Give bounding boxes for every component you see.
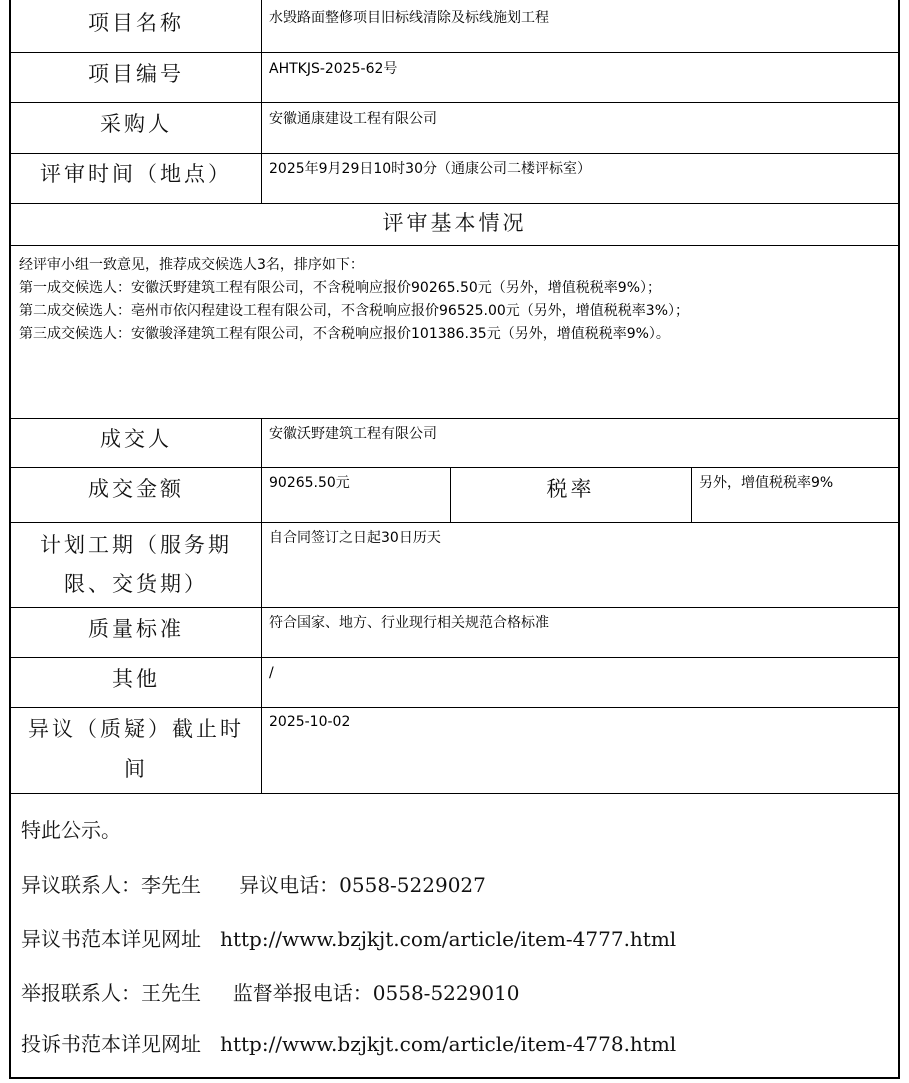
purchaser-label: 采购人 <box>100 112 172 136</box>
project-name-value: 水毁路面整修项目旧标线清除及标线施划工程 <box>269 10 549 26</box>
notice-line: 特此公示。 <box>21 818 121 842</box>
project-number-label: 项目编号 <box>88 62 184 86</box>
row-divider <box>11 102 898 103</box>
complaint-template-url: 投诉书范本详见网址 http://www.bzjkjt.com/article/item-4778.html <box>21 1032 677 1056</box>
tax-rate-value: 另外，增值税税率9% <box>699 475 834 491</box>
row-divider <box>11 793 898 794</box>
project-name-label: 项目名称 <box>88 11 184 35</box>
other-label: 其他 <box>112 667 160 691</box>
other-value: / <box>269 665 274 681</box>
deadline-label-line1: 异议（质疑）截止时 <box>28 717 244 741</box>
review-line: 第三成交候选人：安徽骏泽建筑工程有限公司，不含税响应报价101386.35元（另外，增值税税率9%）。 <box>19 326 670 342</box>
row-divider <box>11 203 898 204</box>
amount-value: 90265.50元 <box>269 475 350 491</box>
winner-label: 成交人 <box>100 427 172 451</box>
row-divider <box>11 707 898 708</box>
column-divider <box>261 0 262 203</box>
review-time-label: 评审时间（地点） <box>40 162 232 186</box>
column-divider <box>691 467 692 522</box>
report-contact: 举报联系人：王先生 监督举报电话：0558-5229010 <box>21 981 520 1005</box>
deadline-value: 2025-10-02 <box>269 714 351 730</box>
period-value: 自合同签订之日起30日历天 <box>269 530 441 546</box>
quality-label: 质量标准 <box>88 617 184 641</box>
winner-value: 安徽沃野建筑工程有限公司 <box>269 426 437 442</box>
row-divider <box>11 607 898 608</box>
deadline-label-line2: 间 <box>124 757 148 781</box>
tax-rate-label: 税率 <box>546 477 595 501</box>
objection-template-url: 异议书范本详见网址 http://www.bzjkjt.com/article/item-4777.html <box>21 927 677 951</box>
review-line: 经评审小组一致意见，推荐成交候选人3名，排序如下： <box>19 257 364 273</box>
row-divider <box>11 467 898 468</box>
row-divider <box>11 418 898 419</box>
column-divider <box>261 418 262 793</box>
quality-value: 符合国家、地方、行业现行相关规范合格标准 <box>269 615 549 631</box>
row-divider <box>11 52 898 53</box>
period-label-line1: 计划工期（服务期 <box>40 533 232 557</box>
period-label-line2: 限、交货期） <box>64 572 208 596</box>
review-line: 第一成交候选人：安徽沃野建筑工程有限公司，不含税响应报价90265.50元（另外，增值税税率9%）； <box>19 280 662 296</box>
objection-contact: 异议联系人：李先生 异议电话：0558-5229027 <box>21 873 486 897</box>
row-divider <box>11 153 898 154</box>
review-line: 第二成交候选人：亳州市依闪程建设工程有限公司，不含税响应报价96525.00元（另外，增值税税率3%）； <box>19 303 690 319</box>
row-divider <box>11 522 898 523</box>
review-time-value: 2025年9月29日10时30分（通康公司二楼评标室） <box>269 161 591 177</box>
purchaser-value: 安徽通康建设工程有限公司 <box>269 111 437 127</box>
project-number-value: AHTKJS-2025-62号 <box>269 61 398 77</box>
amount-label: 成交金额 <box>88 477 184 501</box>
row-divider <box>11 245 898 246</box>
row-divider <box>11 657 898 658</box>
bid-result-table <box>9 0 900 1079</box>
review-section-heading: 评审基本情况 <box>382 211 527 235</box>
